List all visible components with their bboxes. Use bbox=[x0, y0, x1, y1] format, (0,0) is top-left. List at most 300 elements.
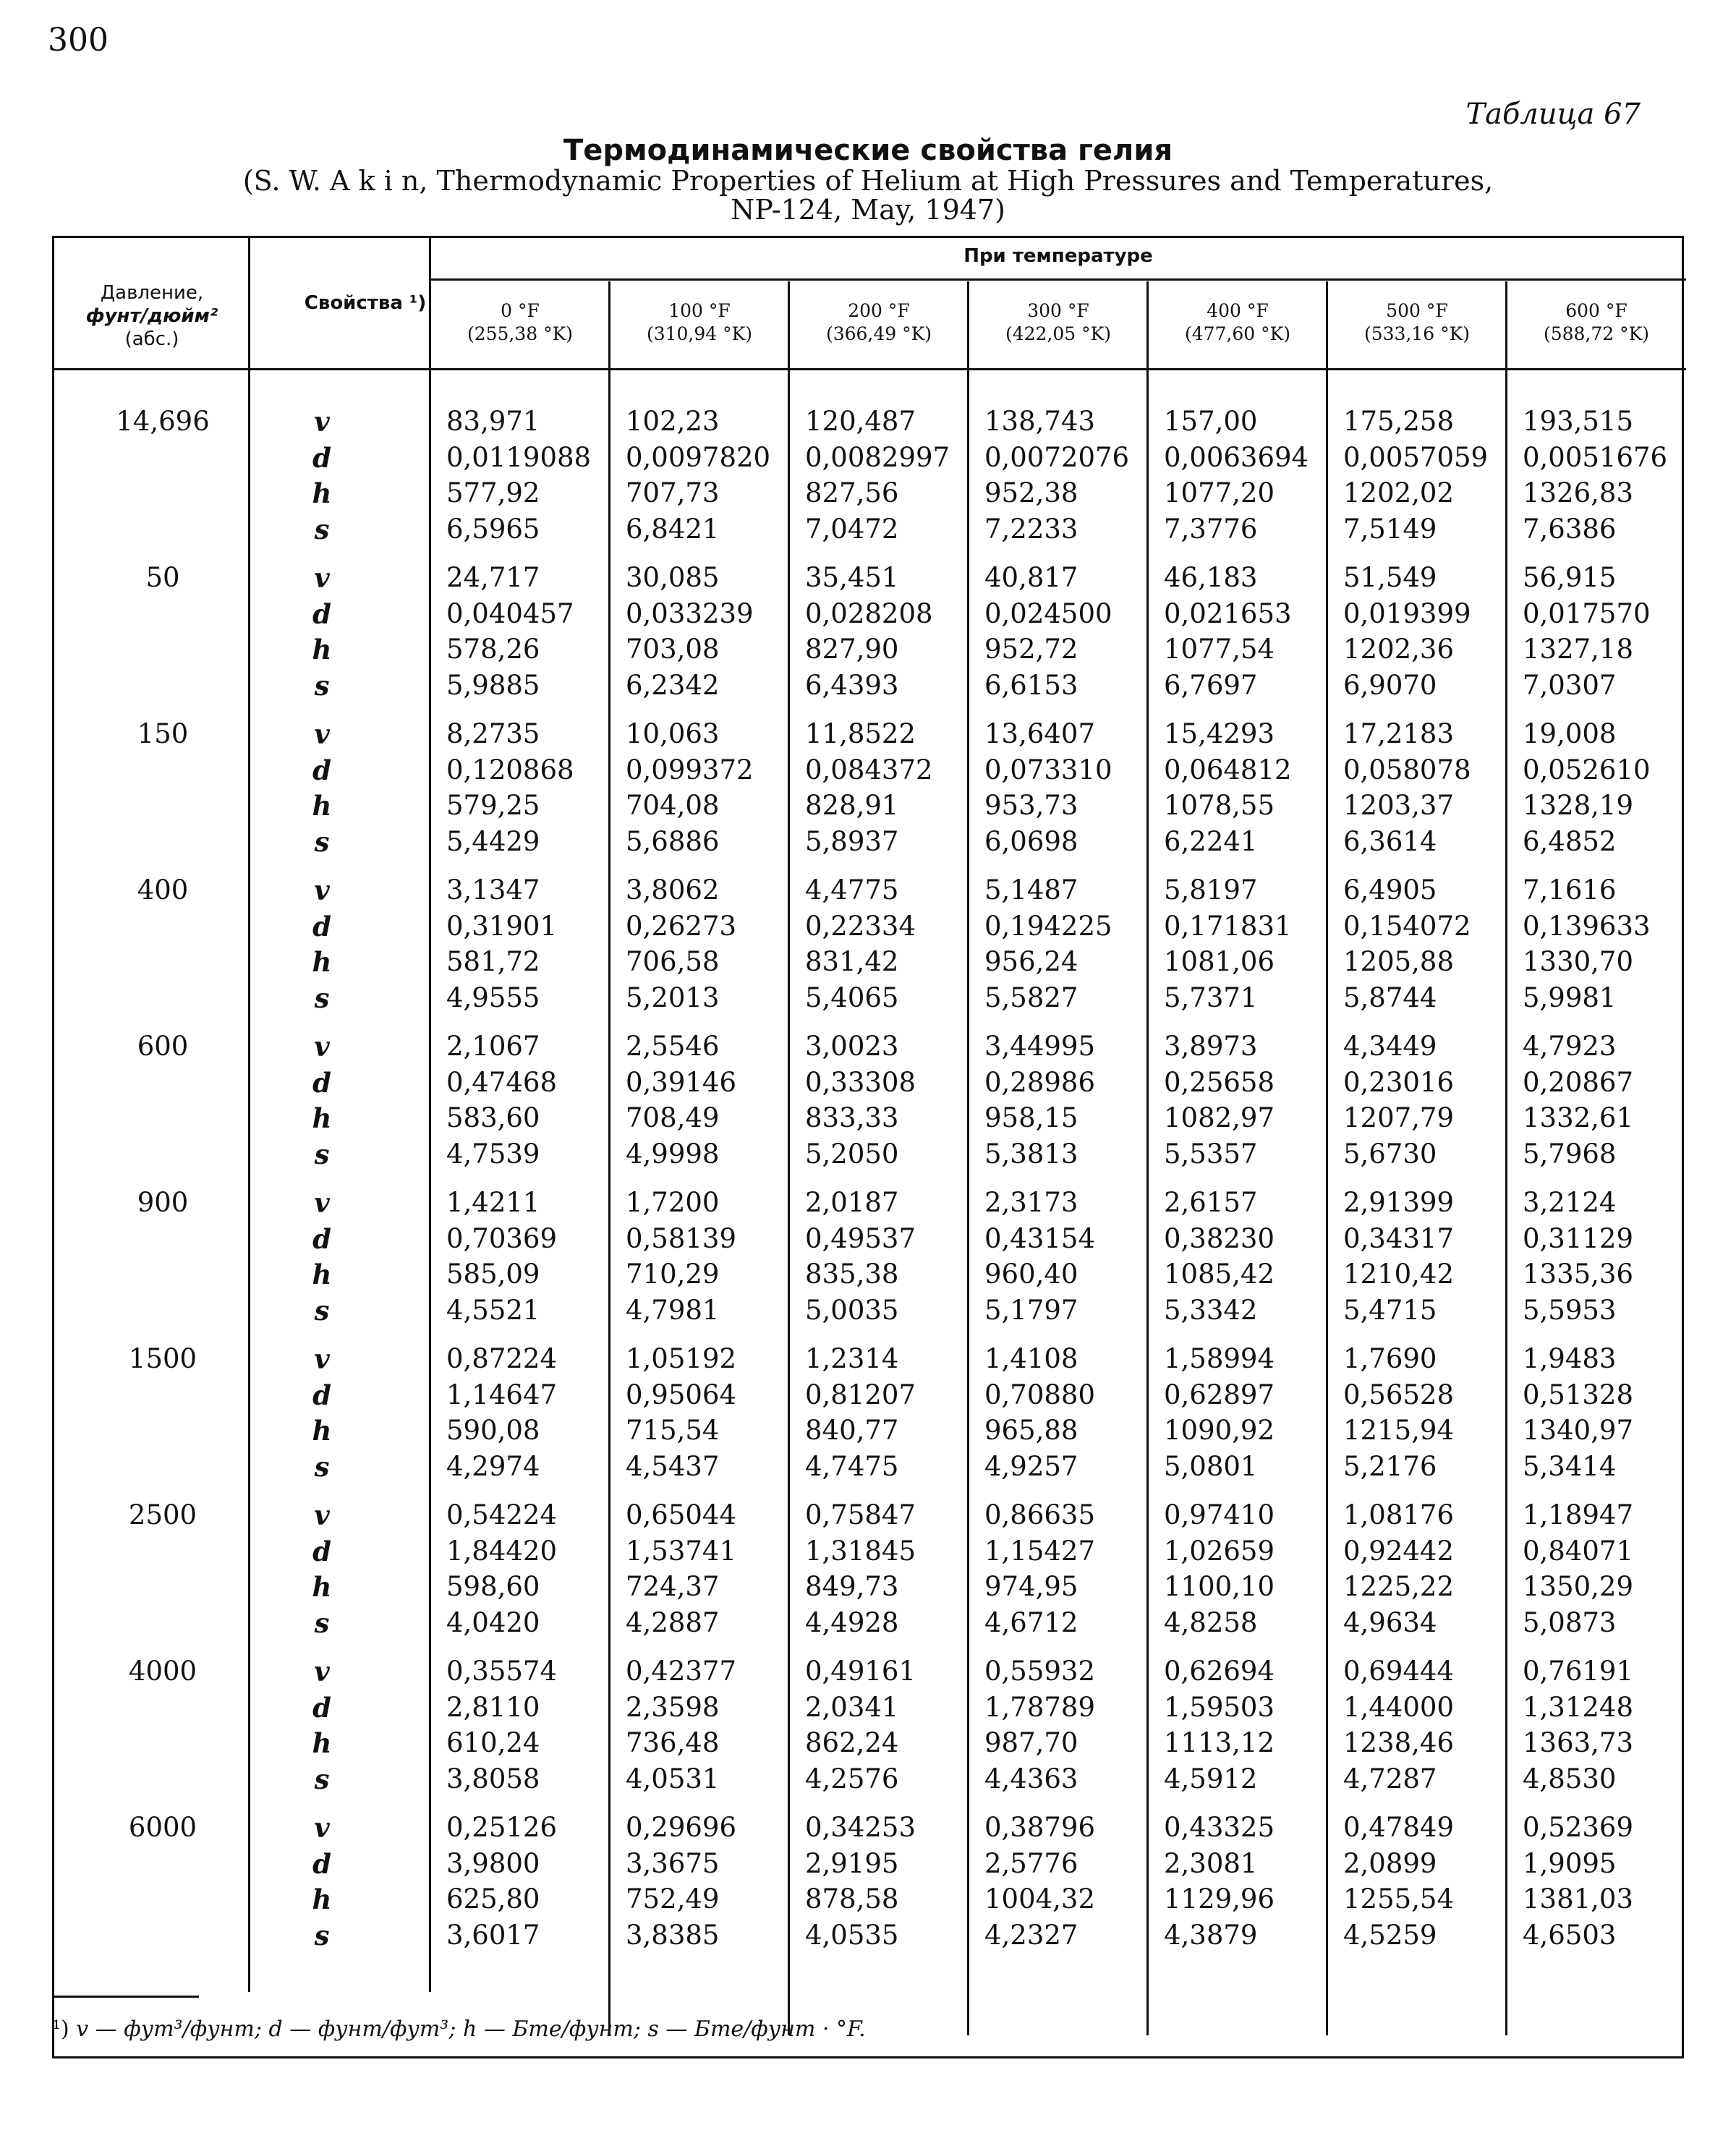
table-cell: 6,8421 bbox=[626, 513, 720, 545]
table-cell: 1340,97 bbox=[1523, 1415, 1634, 1446]
table-cell: 56,915 bbox=[1523, 562, 1617, 593]
property-symbol: v bbox=[314, 718, 330, 750]
table-cell: 0,171831 bbox=[1164, 910, 1292, 942]
table-cell: 1327,18 bbox=[1523, 634, 1634, 665]
table-cell: 581,72 bbox=[446, 946, 540, 977]
table-cell: 5,2176 bbox=[1343, 1450, 1437, 1482]
table-cell: 7,0472 bbox=[805, 513, 899, 545]
table-cell: 5,5357 bbox=[1164, 1138, 1258, 1170]
table-cell: 6,0698 bbox=[984, 825, 1078, 857]
table-cell: 0,81207 bbox=[805, 1379, 916, 1410]
table-cell: 0,87224 bbox=[446, 1343, 558, 1374]
table-cell: 1,18947 bbox=[1523, 1499, 1634, 1530]
table-cell: 0,43154 bbox=[984, 1222, 1096, 1254]
table-cell: 0,49161 bbox=[805, 1656, 916, 1687]
table-cell: 5,4715 bbox=[1343, 1294, 1437, 1326]
table-cell: 0,019399 bbox=[1343, 597, 1471, 629]
pressure-value: 1500 bbox=[128, 1343, 197, 1374]
property-symbol: h bbox=[312, 1259, 332, 1290]
table-cell: 960,40 bbox=[984, 1259, 1078, 1290]
table-cell: 5,1797 bbox=[984, 1294, 1078, 1326]
table-cell: 3,0023 bbox=[805, 1031, 899, 1062]
table-cell: 1,14647 bbox=[446, 1379, 558, 1410]
table-cell: 585,09 bbox=[446, 1259, 540, 1290]
table-cell: 0,33308 bbox=[805, 1066, 916, 1098]
table-cell: 5,9885 bbox=[446, 669, 540, 701]
table-cell: 0,97410 bbox=[1164, 1499, 1275, 1530]
table-cell: 1,78789 bbox=[984, 1691, 1096, 1723]
table-cell: 0,31129 bbox=[1523, 1222, 1634, 1254]
property-symbol: d bbox=[312, 1066, 331, 1099]
header-temp-f: 100 °F bbox=[668, 300, 731, 321]
property-symbol: h bbox=[312, 634, 332, 665]
table-cell: 1238,46 bbox=[1343, 1727, 1455, 1758]
property-symbol: s bbox=[314, 1763, 330, 1795]
table-cell: 0,56528 bbox=[1343, 1379, 1455, 1410]
table-cell: 0,84071 bbox=[1523, 1535, 1634, 1567]
table-cell: 4,0420 bbox=[446, 1606, 540, 1638]
table-cell: 4,9634 bbox=[1343, 1606, 1437, 1638]
property-symbol: v bbox=[314, 1343, 330, 1375]
table-cell: 3,8973 bbox=[1164, 1031, 1258, 1062]
table-cell: 35,451 bbox=[805, 562, 899, 593]
table-cell: 0,017570 bbox=[1523, 597, 1651, 629]
table-cell: 7,1616 bbox=[1523, 874, 1617, 906]
table-cell: 10,063 bbox=[626, 718, 720, 749]
table-cell: 5,4429 bbox=[446, 825, 540, 857]
table-cell: 7,6386 bbox=[1523, 513, 1617, 545]
table-cell: 625,80 bbox=[446, 1883, 540, 1915]
table-cell: 1129,96 bbox=[1164, 1883, 1275, 1915]
table-cell: 4,7923 bbox=[1523, 1031, 1617, 1062]
column-divider bbox=[608, 281, 610, 2035]
table-cell: 3,2124 bbox=[1523, 1187, 1617, 1218]
table-cell: 1,2314 bbox=[805, 1343, 899, 1374]
table-cell: 4,0535 bbox=[805, 1919, 899, 1951]
table-cell: 11,8522 bbox=[805, 718, 916, 749]
table-cell: 1330,70 bbox=[1523, 946, 1634, 977]
table-cell: 0,154072 bbox=[1343, 910, 1471, 942]
table-cell: 6,6153 bbox=[984, 669, 1078, 701]
table-cell: 0,0057059 bbox=[1343, 441, 1489, 473]
table-cell: 4,2974 bbox=[446, 1450, 540, 1482]
table-cell: 0,34317 bbox=[1343, 1222, 1455, 1254]
property-symbol: v bbox=[314, 562, 330, 594]
table-cell: 5,0801 bbox=[1164, 1450, 1258, 1482]
table-cell: 5,2013 bbox=[626, 982, 720, 1013]
table-cell: 0,49537 bbox=[805, 1222, 916, 1254]
table-cell: 0,058078 bbox=[1343, 754, 1471, 785]
table-cell: 0,25126 bbox=[446, 1812, 558, 1843]
table-cell: 0,0051676 bbox=[1523, 441, 1668, 473]
table-cell: 987,70 bbox=[984, 1727, 1078, 1758]
table-cell: 4,0531 bbox=[626, 1763, 720, 1794]
table-cell: 4,9998 bbox=[626, 1138, 720, 1170]
table-cell: 1,08176 bbox=[1343, 1499, 1455, 1530]
table-cell: 1,15427 bbox=[984, 1535, 1096, 1567]
footnote-text: v — фут³/фунт; d — фунт/фут³; h — Бте/фунт; s — Бте/фунт · °F. bbox=[76, 2017, 866, 2042]
property-symbol: v bbox=[314, 1499, 330, 1531]
table-cell: 0,22334 bbox=[805, 910, 916, 942]
table-cell: 0,0063694 bbox=[1164, 441, 1309, 473]
table-cell: 46,183 bbox=[1164, 562, 1258, 593]
table-cell: 1210,42 bbox=[1343, 1259, 1455, 1290]
table-cell: 2,3173 bbox=[984, 1187, 1078, 1218]
table-cell: 175,258 bbox=[1343, 406, 1455, 437]
table-cell: 2,6157 bbox=[1164, 1187, 1258, 1218]
table-cell: 1326,83 bbox=[1523, 477, 1634, 508]
table-cell: 849,73 bbox=[805, 1571, 899, 1602]
table-cell: 708,49 bbox=[626, 1102, 720, 1133]
table-cell: 0,95064 bbox=[626, 1379, 737, 1410]
table-cell: 0,099372 bbox=[626, 754, 754, 785]
pressure-value: 6000 bbox=[128, 1812, 197, 1843]
table-cell: 1,7690 bbox=[1343, 1343, 1437, 1374]
table-cell: 0,31901 bbox=[446, 910, 558, 942]
table-cell: 0,42377 bbox=[626, 1656, 737, 1687]
table-cell: 1,4211 bbox=[446, 1187, 540, 1218]
table-cell: 40,817 bbox=[984, 562, 1078, 593]
table-cell: 4,4363 bbox=[984, 1763, 1078, 1794]
property-symbol: s bbox=[314, 825, 330, 858]
property-symbol: s bbox=[314, 982, 330, 1014]
table-cell: 1255,54 bbox=[1343, 1883, 1455, 1915]
property-symbol: s bbox=[314, 1606, 330, 1639]
table-cell: 4,3449 bbox=[1343, 1031, 1437, 1062]
table-cell: 19,008 bbox=[1523, 718, 1617, 749]
table-cell: 4,8258 bbox=[1164, 1606, 1258, 1638]
table-cell: 1081,06 bbox=[1164, 946, 1275, 977]
table-cell: 0,70880 bbox=[984, 1379, 1096, 1410]
header-pressure bbox=[54, 281, 250, 351]
table-cell: 5,2050 bbox=[805, 1138, 899, 1170]
property-symbol: h bbox=[312, 790, 332, 822]
table-cell: 2,8110 bbox=[446, 1691, 540, 1723]
table-cell: 5,1487 bbox=[984, 874, 1078, 906]
property-symbol: h bbox=[312, 1571, 332, 1603]
table-cell: 0,39146 bbox=[626, 1066, 737, 1098]
table-cell: 1,84420 bbox=[446, 1535, 558, 1567]
property-symbol: d bbox=[312, 1379, 331, 1411]
table-cell: 4,2576 bbox=[805, 1763, 899, 1794]
page-number: 300 bbox=[48, 22, 109, 59]
table-cell: 5,5953 bbox=[1523, 1294, 1617, 1326]
table-cell: 0,35574 bbox=[446, 1656, 558, 1687]
table-subtitle-line1: (S. W. A k i n, Thermodynamic Properties of Helium at High Pressures and Temperatures, bbox=[242, 165, 1494, 197]
table-cell: 2,3598 bbox=[626, 1691, 720, 1723]
table-cell: 0,23016 bbox=[1343, 1066, 1455, 1098]
column-divider bbox=[1146, 281, 1149, 2035]
column-divider bbox=[248, 238, 250, 1992]
table-cell: 0,58139 bbox=[626, 1222, 737, 1254]
property-symbol: d bbox=[312, 1847, 331, 1880]
table-cell: 2,0187 bbox=[805, 1187, 899, 1218]
property-symbol: d bbox=[312, 910, 331, 942]
table-cell: 138,743 bbox=[984, 406, 1096, 437]
table-cell: 831,42 bbox=[805, 946, 899, 977]
table-cell: 157,00 bbox=[1164, 406, 1258, 437]
table-cell: 5,6730 bbox=[1343, 1138, 1437, 1170]
table-cell: 4,7981 bbox=[626, 1294, 720, 1326]
table-cell: 1,58994 bbox=[1164, 1343, 1275, 1374]
table-cell: 6,7697 bbox=[1164, 669, 1258, 701]
table-cell: 0,0082997 bbox=[805, 441, 950, 473]
table-cell: 724,37 bbox=[626, 1571, 720, 1602]
table-cell: 0,34253 bbox=[805, 1812, 916, 1843]
table-cell: 6,3614 bbox=[1343, 825, 1437, 857]
table-cell: 5,8937 bbox=[805, 825, 899, 857]
table-cell: 0,064812 bbox=[1164, 754, 1292, 785]
table-cell: 13,6407 bbox=[984, 718, 1096, 749]
pressure-value: 14,696 bbox=[116, 406, 210, 437]
table-cell: 1215,94 bbox=[1343, 1415, 1455, 1446]
table-cell: 827,56 bbox=[805, 477, 899, 508]
table-cell: 6,5965 bbox=[446, 513, 540, 545]
data-table bbox=[52, 236, 1684, 2058]
table-cell: 0,028208 bbox=[805, 597, 933, 629]
table-title: Термодинамические свойства гелия bbox=[563, 134, 1173, 167]
table-cell: 5,8197 bbox=[1164, 874, 1258, 906]
table-cell: 1,02659 bbox=[1164, 1535, 1275, 1567]
table-cell: 1350,29 bbox=[1523, 1571, 1634, 1602]
table-cell: 5,4065 bbox=[805, 982, 899, 1013]
header-temp-k: (366,49 °K) bbox=[825, 323, 932, 344]
table-cell: 4,5437 bbox=[626, 1450, 720, 1482]
table-cell: 6,9070 bbox=[1343, 669, 1437, 701]
table-cell: 0,92442 bbox=[1343, 1535, 1455, 1567]
property-symbol: s bbox=[314, 513, 330, 545]
property-symbol: v bbox=[314, 406, 330, 438]
table-cell: 0,052610 bbox=[1523, 754, 1651, 785]
table-cell: 590,08 bbox=[446, 1415, 540, 1446]
table-cell: 1205,88 bbox=[1343, 946, 1455, 977]
table-cell: 0,194225 bbox=[984, 910, 1112, 942]
table-cell: 6,2241 bbox=[1164, 825, 1258, 857]
table-cell: 953,73 bbox=[984, 790, 1078, 821]
property-symbol: s bbox=[314, 1138, 330, 1170]
header-pressure-label: Давление, bbox=[100, 282, 204, 304]
property-symbol: v bbox=[314, 1187, 330, 1219]
table-cell: 952,38 bbox=[984, 477, 1078, 508]
table-cell: 610,24 bbox=[446, 1727, 540, 1758]
table-cell: 974,95 bbox=[984, 1571, 1078, 1602]
table-cell: 1328,19 bbox=[1523, 790, 1634, 821]
table-cell: 0,43325 bbox=[1164, 1812, 1275, 1843]
table-cell: 4,4775 bbox=[805, 874, 899, 906]
table-cell: 5,0035 bbox=[805, 1294, 899, 1326]
table-cell: 956,24 bbox=[984, 946, 1078, 977]
table-cell: 752,49 bbox=[626, 1883, 720, 1915]
table-cell: 4,5259 bbox=[1343, 1919, 1437, 1951]
header-properties: Свойства ¹) bbox=[304, 292, 427, 314]
table-cell: 3,3675 bbox=[626, 1847, 720, 1879]
table-cell: 4,7539 bbox=[446, 1138, 540, 1170]
table-cell: 3,44995 bbox=[984, 1031, 1096, 1062]
column-divider bbox=[788, 281, 790, 2035]
table-cell: 3,9800 bbox=[446, 1847, 540, 1879]
header-temp-k: (310,94 °K) bbox=[646, 323, 753, 344]
pressure-value: 2500 bbox=[128, 1499, 197, 1530]
table-cell: 0,52369 bbox=[1523, 1812, 1634, 1843]
table-cell: 958,15 bbox=[984, 1102, 1078, 1133]
property-symbol: d bbox=[312, 441, 331, 474]
table-cell: 703,08 bbox=[626, 634, 720, 665]
table-cell: 24,717 bbox=[446, 562, 540, 593]
table-cell: 0,55932 bbox=[984, 1656, 1096, 1687]
header-temp-f: 600 °F bbox=[1565, 300, 1628, 321]
table-cell: 4,9555 bbox=[446, 982, 540, 1013]
header-temperature-4 bbox=[1148, 299, 1327, 346]
property-symbol: s bbox=[314, 1919, 330, 1951]
header-pressure-unit: фунт/дюйм² bbox=[85, 305, 218, 327]
table-cell: 4,7475 bbox=[805, 1450, 899, 1482]
table-cell: 7,3776 bbox=[1164, 513, 1258, 545]
pressure-value: 900 bbox=[137, 1187, 189, 1218]
table-cell: 0,69444 bbox=[1343, 1656, 1455, 1687]
table-cell: 2,9195 bbox=[805, 1847, 899, 1879]
table-cell: 706,58 bbox=[626, 946, 720, 977]
table-cell: 1,05192 bbox=[626, 1343, 737, 1374]
table-cell: 4,4928 bbox=[805, 1606, 899, 1638]
footnote bbox=[52, 2017, 866, 2042]
table-cell: 598,60 bbox=[446, 1571, 540, 1602]
table-cell: 1100,10 bbox=[1164, 1571, 1275, 1602]
table-cell: 1,53741 bbox=[626, 1535, 737, 1567]
header-pressure-abs: (абс.) bbox=[124, 328, 179, 350]
table-cell: 0,38230 bbox=[1164, 1222, 1275, 1254]
table-cell: 4,6503 bbox=[1523, 1919, 1617, 1951]
table-cell: 4,5521 bbox=[446, 1294, 540, 1326]
table-cell: 1,44000 bbox=[1343, 1691, 1455, 1723]
table-cell: 83,971 bbox=[446, 406, 540, 437]
header-temp-f: 0 °F bbox=[501, 300, 540, 321]
table-cell: 828,91 bbox=[805, 790, 899, 821]
table-cell: 2,5776 bbox=[984, 1847, 1078, 1879]
table-cell: 0,62897 bbox=[1164, 1379, 1275, 1410]
table-cell: 0,024500 bbox=[984, 597, 1112, 629]
header-temp-f: 200 °F bbox=[848, 300, 910, 321]
table-cell: 5,0873 bbox=[1523, 1606, 1617, 1638]
table-cell: 0,76191 bbox=[1523, 1656, 1634, 1687]
table-cell: 4,7287 bbox=[1343, 1763, 1437, 1794]
table-label: Таблица 67 bbox=[1465, 98, 1641, 131]
table-cell: 0,75847 bbox=[805, 1499, 916, 1530]
table-cell: 1077,54 bbox=[1164, 634, 1275, 665]
property-symbol: h bbox=[312, 946, 332, 978]
table-cell: 6,4852 bbox=[1523, 825, 1617, 857]
table-cell: 5,7371 bbox=[1164, 982, 1258, 1013]
column-divider bbox=[1326, 281, 1328, 2035]
table-cell: 1225,22 bbox=[1343, 1571, 1455, 1602]
header-temp-k: (588,72 °K) bbox=[1543, 323, 1650, 344]
table-cell: 0,86635 bbox=[984, 1499, 1096, 1530]
pressure-value: 400 bbox=[137, 874, 189, 906]
table-cell: 6,2342 bbox=[626, 669, 720, 701]
table-cell: 3,8062 bbox=[626, 874, 720, 906]
table-cell: 862,24 bbox=[805, 1727, 899, 1758]
table-cell: 0,62694 bbox=[1164, 1656, 1275, 1687]
table-cell: 5,3414 bbox=[1523, 1450, 1617, 1482]
property-symbol: h bbox=[312, 1102, 332, 1134]
table-cell: 1113,12 bbox=[1164, 1727, 1275, 1758]
table-cell: 7,0307 bbox=[1523, 669, 1617, 701]
table-cell: 0,120868 bbox=[446, 754, 574, 785]
header-rule bbox=[429, 278, 1686, 281]
table-cell: 0,38796 bbox=[984, 1812, 1096, 1843]
table-cell: 878,58 bbox=[805, 1883, 899, 1915]
table-cell: 4,6712 bbox=[984, 1606, 1078, 1638]
table-cell: 1085,42 bbox=[1164, 1259, 1275, 1290]
table-cell: 1202,02 bbox=[1343, 477, 1455, 508]
table-cell: 0,54224 bbox=[446, 1499, 558, 1530]
table-cell: 0,47849 bbox=[1343, 1812, 1455, 1843]
property-symbol: v bbox=[314, 1656, 330, 1687]
table-cell: 3,1347 bbox=[446, 874, 540, 906]
table-cell: 1332,61 bbox=[1523, 1102, 1634, 1133]
table-cell: 0,65044 bbox=[626, 1499, 737, 1530]
table-cell: 1381,03 bbox=[1523, 1883, 1634, 1915]
table-cell: 0,20867 bbox=[1523, 1066, 1634, 1098]
table-cell: 1,59503 bbox=[1164, 1691, 1275, 1723]
table-cell: 2,0341 bbox=[805, 1691, 899, 1723]
table-cell: 1,9483 bbox=[1523, 1343, 1617, 1374]
table-cell: 1078,55 bbox=[1164, 790, 1275, 821]
table-cell: 2,5546 bbox=[626, 1031, 720, 1062]
table-cell: 579,25 bbox=[446, 790, 540, 821]
table-cell: 30,085 bbox=[626, 562, 720, 593]
table-cell: 2,0899 bbox=[1343, 1847, 1437, 1879]
table-cell: 120,487 bbox=[805, 406, 916, 437]
table-cell: 965,88 bbox=[984, 1415, 1078, 1446]
table-cell: 1,9095 bbox=[1523, 1847, 1617, 1879]
table-cell: 3,6017 bbox=[446, 1919, 540, 1951]
table-cell: 0,51328 bbox=[1523, 1379, 1634, 1410]
table-cell: 1,31248 bbox=[1523, 1691, 1634, 1723]
table-cell: 715,54 bbox=[626, 1415, 720, 1446]
table-cell: 1077,20 bbox=[1164, 477, 1275, 508]
table-cell: 0,29696 bbox=[626, 1812, 737, 1843]
table-cell: 1203,37 bbox=[1343, 790, 1455, 821]
table-cell: 1202,36 bbox=[1343, 634, 1455, 665]
table-cell: 0,021653 bbox=[1164, 597, 1292, 629]
property-symbol: d bbox=[312, 1535, 331, 1567]
table-cell: 0,084372 bbox=[805, 754, 933, 785]
table-subtitle-line2: NP-124, May, 1947) bbox=[731, 194, 1005, 226]
table-cell: 704,08 bbox=[626, 790, 720, 821]
table-cell: 1335,36 bbox=[1523, 1259, 1634, 1290]
pressure-value: 4000 bbox=[128, 1656, 197, 1687]
header-temperature-6 bbox=[1507, 299, 1686, 346]
table-cell: 833,33 bbox=[805, 1102, 899, 1133]
property-symbol: v bbox=[314, 874, 330, 906]
property-symbol: h bbox=[312, 477, 332, 509]
table-cell: 0,25658 bbox=[1164, 1066, 1275, 1098]
header-temp-k: (477,60 °K) bbox=[1184, 323, 1291, 344]
table-cell: 4,2887 bbox=[626, 1606, 720, 1638]
header-temp-f: 400 °F bbox=[1207, 300, 1269, 321]
table-cell: 5,5827 bbox=[984, 982, 1078, 1013]
table-cell: 710,29 bbox=[626, 1259, 720, 1290]
property-symbol: d bbox=[312, 597, 331, 630]
pressure-value: 50 bbox=[145, 562, 180, 593]
column-divider bbox=[1505, 281, 1507, 2035]
property-symbol: d bbox=[312, 754, 331, 786]
property-symbol: d bbox=[312, 1691, 331, 1724]
table-cell: 0,28986 bbox=[984, 1066, 1096, 1098]
property-symbol: s bbox=[314, 1294, 330, 1327]
table-cell: 835,38 bbox=[805, 1259, 899, 1290]
table-cell: 7,5149 bbox=[1343, 513, 1437, 545]
